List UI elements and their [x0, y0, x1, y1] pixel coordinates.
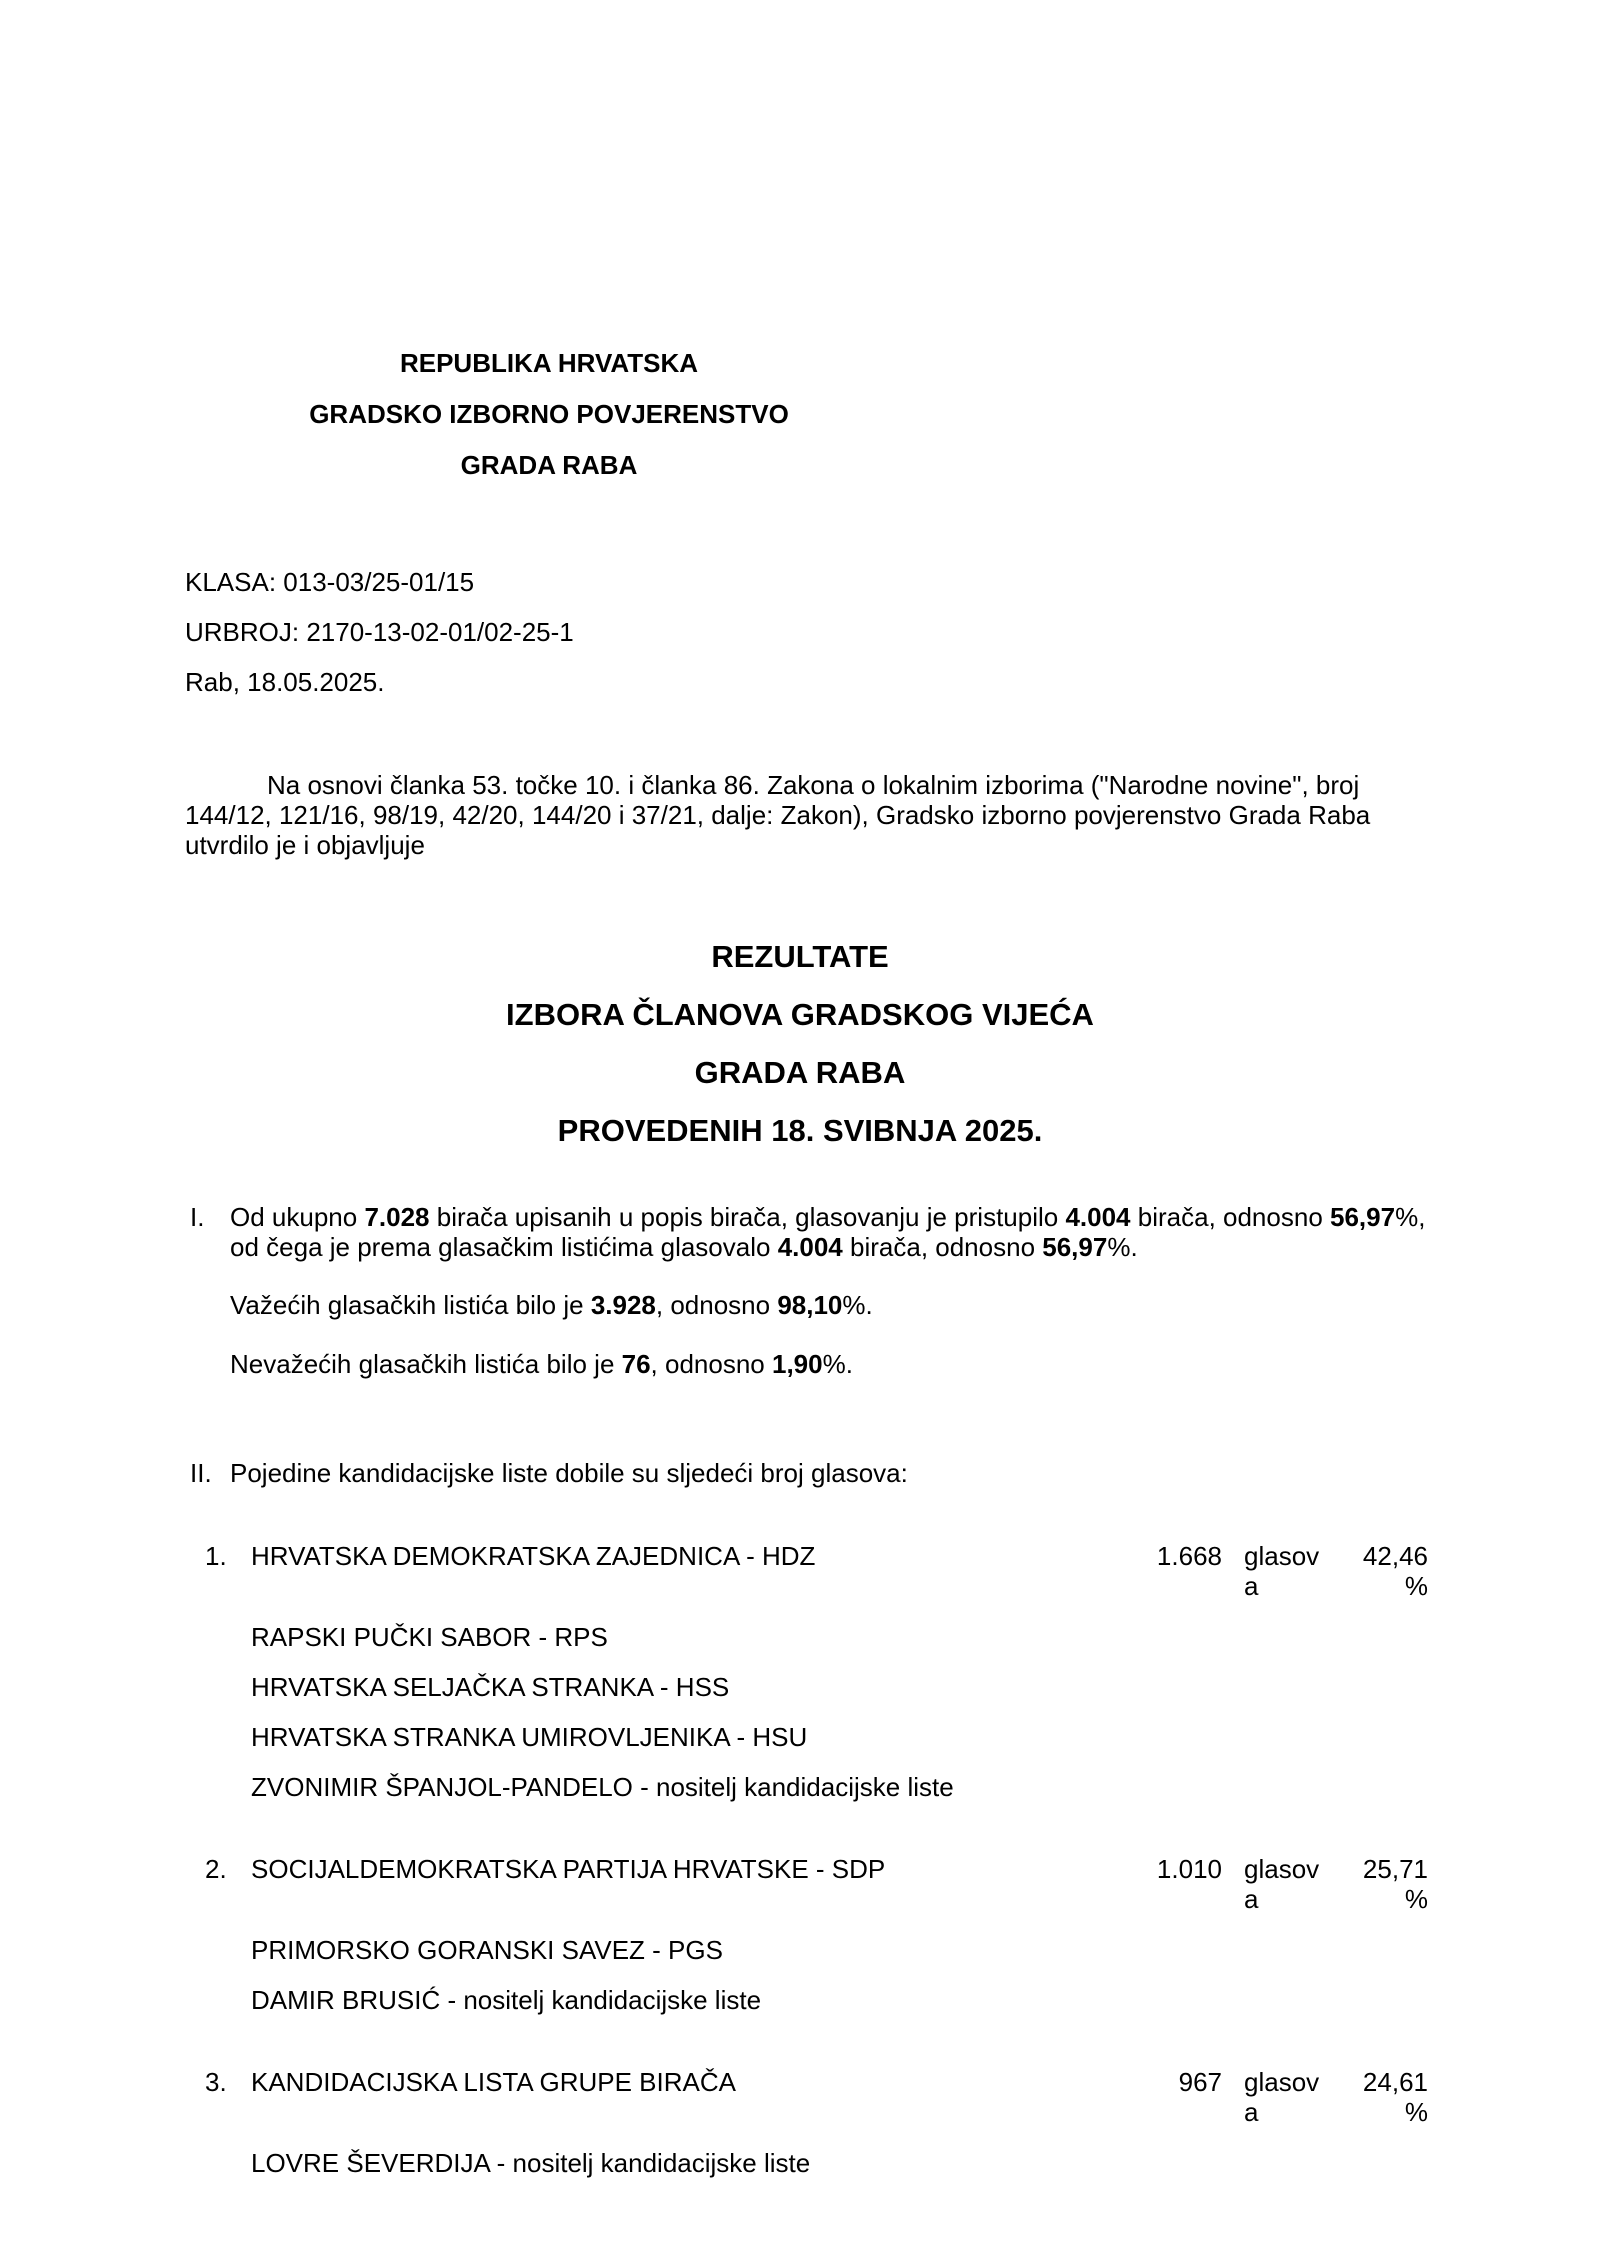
invalid-ballots-paragraph: Nevažećih glasačkih listića bilo je 76, odnosno 1,90%.: [230, 1349, 853, 1379]
title-election: IZBORA ČLANOVA GRADSKOG VIJEĆA: [506, 997, 1094, 1032]
turnout-percent: 56,97: [1330, 1202, 1396, 1232]
title-date: PROVEDENIH 18. SVIBNJA 2025.: [557, 1113, 1043, 1148]
list-3-name: KANDIDACIJSKA LISTA GRUPE BIRAČA: [251, 2067, 736, 2097]
list-3-votes: 967: [1178, 2067, 1222, 2097]
list-2-member: PRIMORSKO GORANSKI SAVEZ - PGS: [251, 1935, 723, 1965]
list-2-number: 2.: [205, 1854, 227, 1884]
list-1-votes: 1.668: [1156, 1541, 1222, 1571]
list-2-votes: 1.010: [1156, 1854, 1222, 1884]
header-republic: REPUBLIKA HRVATSKA: [399, 348, 699, 378]
intro-paragraph: Na osnovi članka 53. točke 10. i članka 86. Zakona o lokalnim izborima ("Narodne novine", broj 144/12, 121/16, 98/19, 42/20, 144/20 i 37/21, dalje: Zakon), Gradsko izborno povjerenstvo Grada Raba utvrdilo je i objavljuje: [185, 770, 1371, 860]
list-2-name: SOCIJALDEMOKRATSKA PARTIJA HRVATSKE - SDP: [251, 1854, 886, 1884]
list-2-unit: glasova: [1244, 1854, 1320, 1914]
valid-ballots-paragraph: Važećih glasačkih listića bilo je 3.928, odnosno 98,10%.: [230, 1290, 873, 1320]
list-1-holder: ZVONIMIR ŠPANJOL-PANDELO - nositelj kandidacijske liste: [251, 1772, 954, 1802]
list-3-unit: glasova: [1244, 2067, 1320, 2127]
valid-percent: 98,10: [777, 1290, 843, 1320]
list-1-member: HRVATSKA STRANKA UMIROVLJENIKA - HSU: [251, 1722, 808, 1752]
header-city: GRADA RABA: [460, 450, 638, 480]
list-3-number: 3.: [205, 2067, 227, 2097]
list-3-percent: 24,61 %: [1362, 2067, 1428, 2127]
list-1-member: RAPSKI PUČKI SABOR - RPS: [251, 1622, 608, 1652]
title-city: GRADA RABA: [694, 1055, 906, 1090]
section-2-intro: Pojedine kandidacijske liste dobile su sljedeći broj glasova:: [230, 1458, 908, 1488]
list-1-name: HRVATSKA DEMOKRATSKA ZAJEDNICA - HDZ: [251, 1541, 816, 1571]
total-voters: 7.028: [364, 1202, 430, 1232]
turnout-count: 4.004: [1065, 1202, 1131, 1232]
place-date: Rab, 18.05.2025.: [185, 667, 385, 697]
list-1-percent: 42,46 %: [1362, 1541, 1428, 1601]
list-1-unit: glasova: [1244, 1541, 1320, 1601]
urbroj: URBROJ: 2170-13-02-01/02-25-1: [185, 617, 574, 647]
voted-percent: 56,97: [1042, 1232, 1108, 1262]
section-2-numeral: II.: [190, 1458, 212, 1488]
voted-count: 4.004: [777, 1232, 843, 1262]
list-1-member: HRVATSKA SELJAČKA STRANKA - HSS: [251, 1672, 730, 1702]
list-2-percent: 25,71 %: [1362, 1854, 1428, 1914]
turnout-paragraph: Od ukupno 7.028 birača upisanih u popis birača, glasovanju je pristupilo 4.004 birača, odnosno 56,97%, od čega je prema glasačkim listićima glasovalo 4.004 birača, odnosno 56,97%.: [230, 1202, 1426, 1262]
invalid-percent: 1,90: [771, 1349, 823, 1379]
section-1-numeral: I.: [190, 1202, 205, 1232]
list-1-number: 1.: [205, 1541, 227, 1571]
list-3-holder: LOVRE ŠEVERDIJA - nositelj kandidacijske liste: [251, 2148, 811, 2178]
title-results: REZULTATE: [711, 939, 889, 974]
valid-count: 3.928: [590, 1290, 656, 1320]
header-commission: GRADSKO IZBORNO POVJERENSTVO: [309, 399, 789, 429]
invalid-count: 76: [621, 1349, 651, 1379]
klasa: KLASA: 013-03/25-01/15: [185, 567, 475, 597]
list-2-holder: DAMIR BRUSIĆ - nositelj kandidacijske liste: [251, 1985, 762, 2015]
